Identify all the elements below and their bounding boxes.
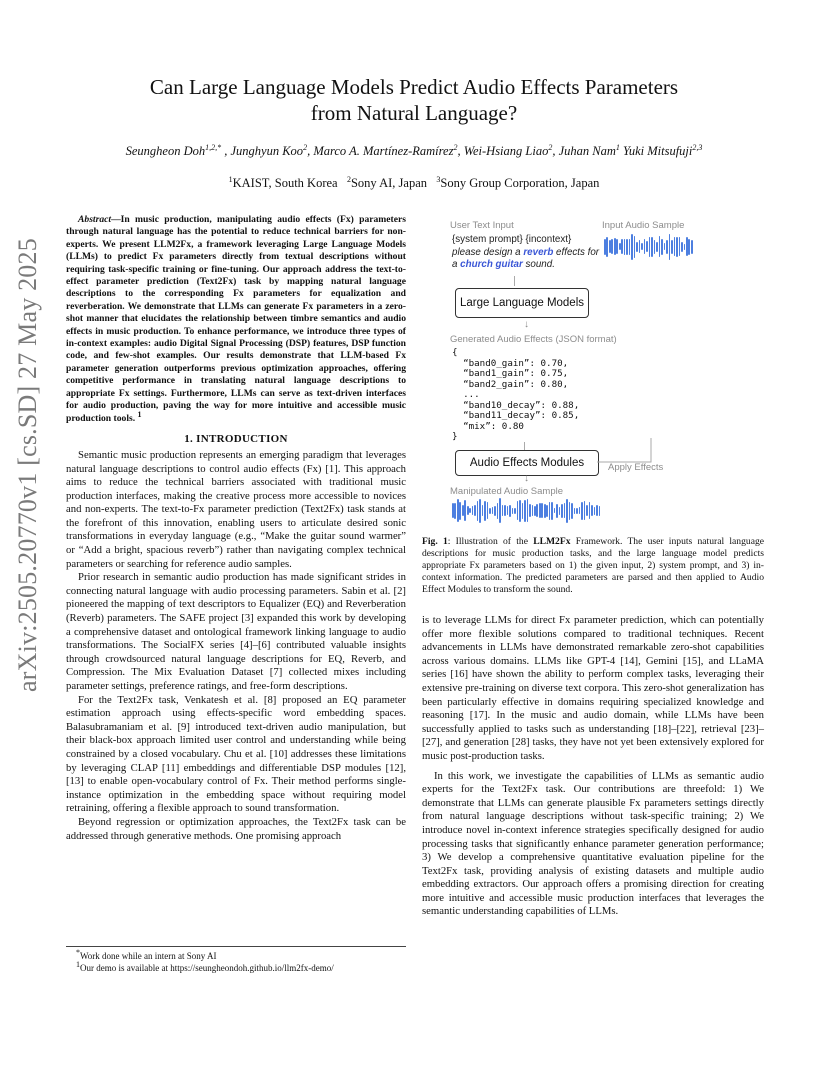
json-line: “mix”: 0.80: [452, 420, 524, 432]
waveform-bar: [679, 237, 681, 256]
llm-box: Large Language Models: [455, 288, 589, 318]
affil-sup: 3: [436, 174, 441, 184]
waveform-bar: [664, 243, 666, 250]
prompt-line-2c: effects for: [553, 246, 600, 258]
waveform-bar: [649, 237, 651, 257]
waveform-bar: [621, 239, 623, 254]
waveform-bar: [507, 506, 509, 515]
author-sup: 2: [303, 142, 308, 152]
waveform-bar: [659, 236, 661, 257]
manipulated-audio-waveform: [452, 498, 608, 526]
apply-effects-label: Apply Effects: [608, 462, 664, 473]
author-sup: 1: [615, 142, 620, 152]
waveform-bar: [551, 502, 553, 520]
arrow-to-llm: [514, 276, 515, 286]
waveform-bar: [576, 508, 578, 514]
affil-name: Sony AI, Japan: [350, 176, 427, 190]
waveform-bar: [482, 505, 484, 516]
body-paragraph: Beyond regression or optimization approaches, the Text2Fx task can be addressed through generative methods. One promising approach: [66, 815, 406, 842]
waveform-bar: [464, 500, 466, 521]
affiliation-list: [60, 176, 768, 191]
body-paragraph: Semantic music production represents an emerging paradigm that leverages natural language descriptions to control audio effects (Fx) [1]. This approach aims to reduce the technical barriers associated with traditional music production interfaces, making the creative process more accessible to novices and non-experts. The text-to-Fx parameter prediction (Text2Fx) task stands at the forefront of this innovation, enabling users to articulate desired sonic transformations in everyday language (e.g., “Make the guitar sound warmer” or “Add a bright, spacious reverb”) rather than navigating complex technical parameters or searching for reference audio samples.: [66, 448, 406, 570]
waveform-bar: [477, 501, 479, 521]
waveform-bar: [569, 502, 571, 520]
author-name: Yuki Mitsufuji: [623, 144, 693, 158]
footnote-text: Work done while an intern at Sony AI: [80, 951, 217, 961]
waveform-bar: [584, 501, 586, 520]
affil-name: Sony Group Corporation, Japan: [440, 176, 600, 190]
affil-sup: 1: [228, 174, 233, 184]
waveform-bar: [529, 504, 531, 517]
waveform-bar: [494, 506, 496, 516]
waveform-bar: [671, 240, 673, 254]
abstract-lead: Abstract: [78, 214, 112, 225]
waveform-bar: [479, 499, 481, 523]
waveform-bar: [594, 507, 596, 515]
waveform-bar: [589, 502, 591, 519]
waveform-bar: [524, 500, 526, 522]
fig-caption-mid: : Illustration of the: [447, 536, 534, 547]
waveform-bar: [654, 240, 656, 254]
waveform-bar: [556, 504, 558, 518]
waveform-bar: [619, 243, 621, 250]
manipulated-audio-label: Manipulated Audio Sample: [450, 486, 564, 497]
waveform-bar: [626, 239, 628, 255]
title-line-2: from Natural Language?: [310, 101, 518, 125]
waveform-bar: [492, 507, 494, 514]
author-sup: 2,3: [692, 142, 703, 152]
json-line: {: [452, 347, 458, 358]
waveform-bar: [669, 234, 671, 260]
user-text-input-label: User Text Input: [450, 220, 514, 231]
waveform-bar: [489, 508, 491, 514]
author-name: Junghyun Koo: [230, 144, 304, 158]
waveform-bar: [509, 505, 511, 517]
waveform-bar: [629, 239, 631, 255]
waveform-bar: [462, 505, 464, 516]
waveform-bar: [656, 242, 658, 252]
audio-effects-modules-box: Audio Effects Modules: [455, 450, 599, 476]
waveform-bar: [459, 502, 461, 520]
waveform-bar: [604, 239, 606, 255]
footnote-mark: *: [76, 948, 80, 957]
waveform-bar: [522, 503, 524, 519]
waveform-bar: [691, 240, 693, 254]
arrow-down-icon: ↓: [524, 319, 529, 330]
fig-caption-name: LLM2Fx: [533, 536, 571, 547]
waveform-bar: [512, 508, 514, 514]
arxiv-side-stamp: arXiv:2505.20770v1 [cs.SD] 27 May 2025: [13, 238, 42, 692]
waveform-bar: [454, 503, 456, 519]
user-prompt-text: [452, 234, 599, 272]
paper-title: [70, 74, 758, 126]
figure-llm2fx-framework: [444, 216, 698, 528]
footnote: [66, 962, 406, 974]
waveform-bar: [517, 501, 519, 520]
waveform-bar: [574, 508, 576, 514]
waveform-bar: [544, 504, 546, 518]
waveform-bar: [504, 505, 506, 516]
waveform-bar: [487, 502, 489, 519]
waveform-bar: [631, 234, 633, 260]
waveform-bar: [639, 240, 641, 253]
waveform-bar: [519, 500, 521, 522]
waveform-bar: [484, 501, 486, 521]
waveform-bar: [527, 499, 529, 522]
waveform-bar: [514, 508, 516, 514]
waveform-bar: [681, 242, 683, 252]
waveform-bar: [661, 239, 663, 255]
waveform-bar: [561, 504, 563, 518]
waveform-bar: [686, 237, 688, 256]
waveform-bar: [609, 240, 611, 253]
waveform-bar: [611, 239, 613, 254]
waveform-bar: [644, 239, 646, 254]
waveform-bar: [554, 508, 556, 513]
footnote: [66, 950, 406, 962]
author-name: Marco A. Martínez-Ramírez: [313, 144, 454, 158]
waveform-bar: [502, 505, 504, 516]
waveform-bar: [624, 239, 626, 255]
waveform-bar: [532, 505, 534, 516]
json-line: “band10_decay”: 0.88,: [452, 399, 580, 411]
waveform-bar: [564, 503, 566, 518]
generated-effects-label: Generated Audio Effects (JSON format): [450, 334, 617, 345]
waveform-bar: [606, 237, 608, 257]
author-sup: 1,2,*: [205, 142, 222, 152]
input-audio-sample-label: Input Audio Sample: [602, 220, 685, 231]
waveform-bar: [684, 244, 686, 250]
author-name: Juhan Nam: [558, 144, 616, 158]
body-paragraph: is to leverage LLMs for direct Fx parameter prediction, which can potentially offer more flexible solutions compared to traditional techniques. Recent advancements in LLMs have demonstrated remarkable zero-shot capabilities across various domains. LLMs like GPT-4 [14], Gemini [15], and LLaMA series [16] have shown the ability to perform complex tasks, leveraging their extensive pre-training on diverse text corpora. This zero-shot generalization has been particularly effective in domains requiring specialized knowledge and reasoning [17]. In the music and audio domain, while LLMs have been successfully applied to tasks such as understanding [18]–[22], retrieval [23]–[27], and generation [28] tasks, they have not yet been extensively explored for music post-production tasks.: [422, 614, 764, 762]
section-heading-introduction: 1. INTRODUCTION: [184, 432, 288, 445]
waveform-bar: [599, 506, 601, 516]
prompt-line-3a: a: [452, 259, 461, 270]
json-parameters-block: [452, 348, 579, 443]
footnotes: [66, 946, 406, 974]
json-line: ...: [452, 389, 480, 400]
prompt-keyword-reverb: reverb: [523, 246, 554, 258]
footnote-text: Our demo is available at https://seungheondoh.github.io/llm2fx-demo/: [80, 963, 334, 973]
arrow-down-icon: ↓: [524, 473, 529, 484]
waveform-bar: [452, 503, 454, 518]
waveform-bar: [674, 237, 676, 256]
footnote-mark: 1: [76, 960, 80, 969]
waveform-bar: [581, 502, 583, 520]
waveform-bar: [546, 505, 548, 517]
waveform-bar: [666, 240, 668, 254]
waveform-bar: [616, 239, 618, 254]
waveform-bar: [472, 506, 474, 515]
waveform-bar: [596, 505, 598, 516]
author-name: Wei-Hsiang Liao: [463, 144, 549, 158]
waveform-bar: [579, 507, 581, 514]
waveform-bar: [636, 242, 638, 252]
waveform-bar: [586, 505, 588, 516]
waveform-bar: [474, 505, 476, 516]
waveform-bar: [469, 508, 471, 513]
abstract-text: —In music production, manipulating audio effects (Fx) parameters through natural language has the potential to reduce technical barriers for non-experts. We present LLM2Fx, a framework leveraging Large Language Models (LLMs) to predict Fx parameters directly from textual descriptions without requiring task-specific training or fine-tuning. Our approach address the text-to-effect parameter prediction (Text2Fx) task by mapping natural language descriptions to the corresponding Fx parameters for equalization and reverberation. We demonstrate that LLMs can generate Fx parameters in a zero-shot manner that elucidates the relationship between timbre semantics and audio effects in music production. To enhance performance, we introduce three types of in-context examples: audio Digital Signal Processing (DSP) features, DSP function code, and few-shot examples. Our results demonstrate that LLM-based Fx parameter generation outperforms previous optimization approaches, offering competitive performance in translating natural language descriptions to appropriate Fx settings. Furthermore, LLMs can serve as text-driven interfaces for audio production, paving the way for more intuitive and accessible music production tools.: [66, 214, 406, 424]
waveform-bar: [541, 503, 543, 518]
json-line: “band11_decay”: 0.85,: [452, 410, 580, 421]
waveform-bar: [534, 506, 536, 516]
waveform-bar: [549, 502, 551, 520]
json-line: “band0_gain”: 0.70,: [452, 357, 569, 369]
waveform-bar: [676, 237, 678, 257]
left-column: [66, 214, 406, 843]
waveform-bar: [571, 503, 573, 519]
prompt-keyword-church-guitar: church guitar: [460, 259, 523, 270]
json-line: “band2_gain”: 0.80,: [452, 378, 569, 390]
waveform-bar: [566, 499, 568, 523]
prompt-line-3c: sound.: [522, 259, 555, 270]
abstract: [66, 214, 406, 425]
waveform-bar: [559, 507, 561, 515]
abstract-footnote-mark: 1: [137, 409, 142, 419]
waveform-bar: [536, 504, 538, 517]
fig-caption-text: Framework. The user inputs natural language descriptions for music production tasks, and the large language model predicts appropriate Fx parameters based on 1) the given input, 2) system prompt, and 3) in-context information. The predicted parameters are parsed and then applied to Audio Effect Modules to transform the sound.: [422, 536, 765, 595]
author-sup: 2: [453, 142, 458, 152]
waveform-bar: [499, 498, 501, 523]
input-audio-waveform: [604, 232, 698, 264]
fig-caption-label: Fig. 1: [422, 536, 448, 547]
author-sup: 2: [548, 142, 553, 152]
waveform-bar: [591, 505, 593, 516]
waveform-bar: [539, 503, 541, 518]
waveform-bar: [688, 239, 690, 255]
prompt-line-1: {system prompt} {incontext}: [452, 234, 572, 245]
json-line: }: [452, 431, 458, 442]
prompt-line-2a: please design a: [452, 246, 524, 258]
json-line: “band1_gain”: 0.75,: [452, 368, 569, 379]
waveform-bar: [614, 238, 616, 255]
right-column: [422, 614, 764, 919]
waveform-bar: [641, 243, 643, 250]
waveform-bar: [634, 236, 636, 258]
waveform-bar: [457, 499, 459, 522]
affil-sup: 2: [346, 174, 351, 184]
affil-name: KAIST, South Korea: [232, 176, 338, 190]
body-paragraph: For the Text2Fx task, Venkatesh et al. [8] proposed an EQ parameter estimation approach using effects-specific word embedding spaces. Balasubramaniam et al. [9] introduced text-driven audio manipulation, but their black-box approach limited user control and understanding while being constrained by a closed vocabulary. Chu et al. [10] addresses these limitations by leveraging CLAP [11] embeddings and differentiable DSP modules [12], [13] to enable open-vocabulary control of Fx. Their method performs single-instance optimization in the embedding space without requiring model retraining, offering a flexible approach to sound transformation.: [66, 693, 406, 815]
waveform-bar: [467, 506, 469, 515]
body-paragraph: In this work, we investigate the capabilities of LLMs as semantic audio experts for the Text2Fx task. Our contributions are threefold: 1) We demonstrate that LLMs can generate plausible Fx parameters settings directly from natural language descriptions without task-specific training; 2) We introduce novel in-context inference strategies specifically designed for audio processing tasks that significantly enhance parameter generation performance; 3) We develop a comprehensive quantitative evaluation pipeline for the Text2Fx task, providing analysis of existing datasets and multiple audio embedding extractors. Our approach offers a promising direction for creating more intuitive and accessible music production interfaces that leverages the semantic understanding capabilities of LLMs.: [422, 769, 764, 918]
waveform-bar: [646, 241, 648, 252]
author-list: Seungheon Doh$^{1,2,*}$ , Junghyun Koo$^2$, Marco A. Martínez-Ramírez$^2$, Wei-Hsiang Liao$^2$, Juhan Nam$^1$ Yuki Mitsufuji$^{2,3}$: [125, 142, 703, 158]
waveform-bar: [651, 237, 653, 257]
body-paragraph: Prior research in semantic audio production has made significant strides in connecting natural language with audio processing parameters. Sabin et al. [2] pioneered the mapping of text descriptors to Equalizer (EQ) and Reverberation (Reverb) parameters. The SAFE project [3] expanded this work by developing a comprehensive dataset and ontological framework linking language to audio transformations. The SocialFX series [4]–[6] contributed valuable insights through crowdsourced natural language descriptions for EQ, Reverb, and Compression. The Mix Evaluation Dataset [7] collected mixes including parameter settings, preference ratings, and free-form descriptions.: [66, 571, 406, 692]
title-line-1: Can Large Language Models Predict Audio Effects Parameters: [149, 75, 679, 99]
figure-caption: [422, 536, 764, 596]
author-name: Seungheon Doh: [125, 144, 206, 158]
waveform-bar: [497, 503, 499, 519]
